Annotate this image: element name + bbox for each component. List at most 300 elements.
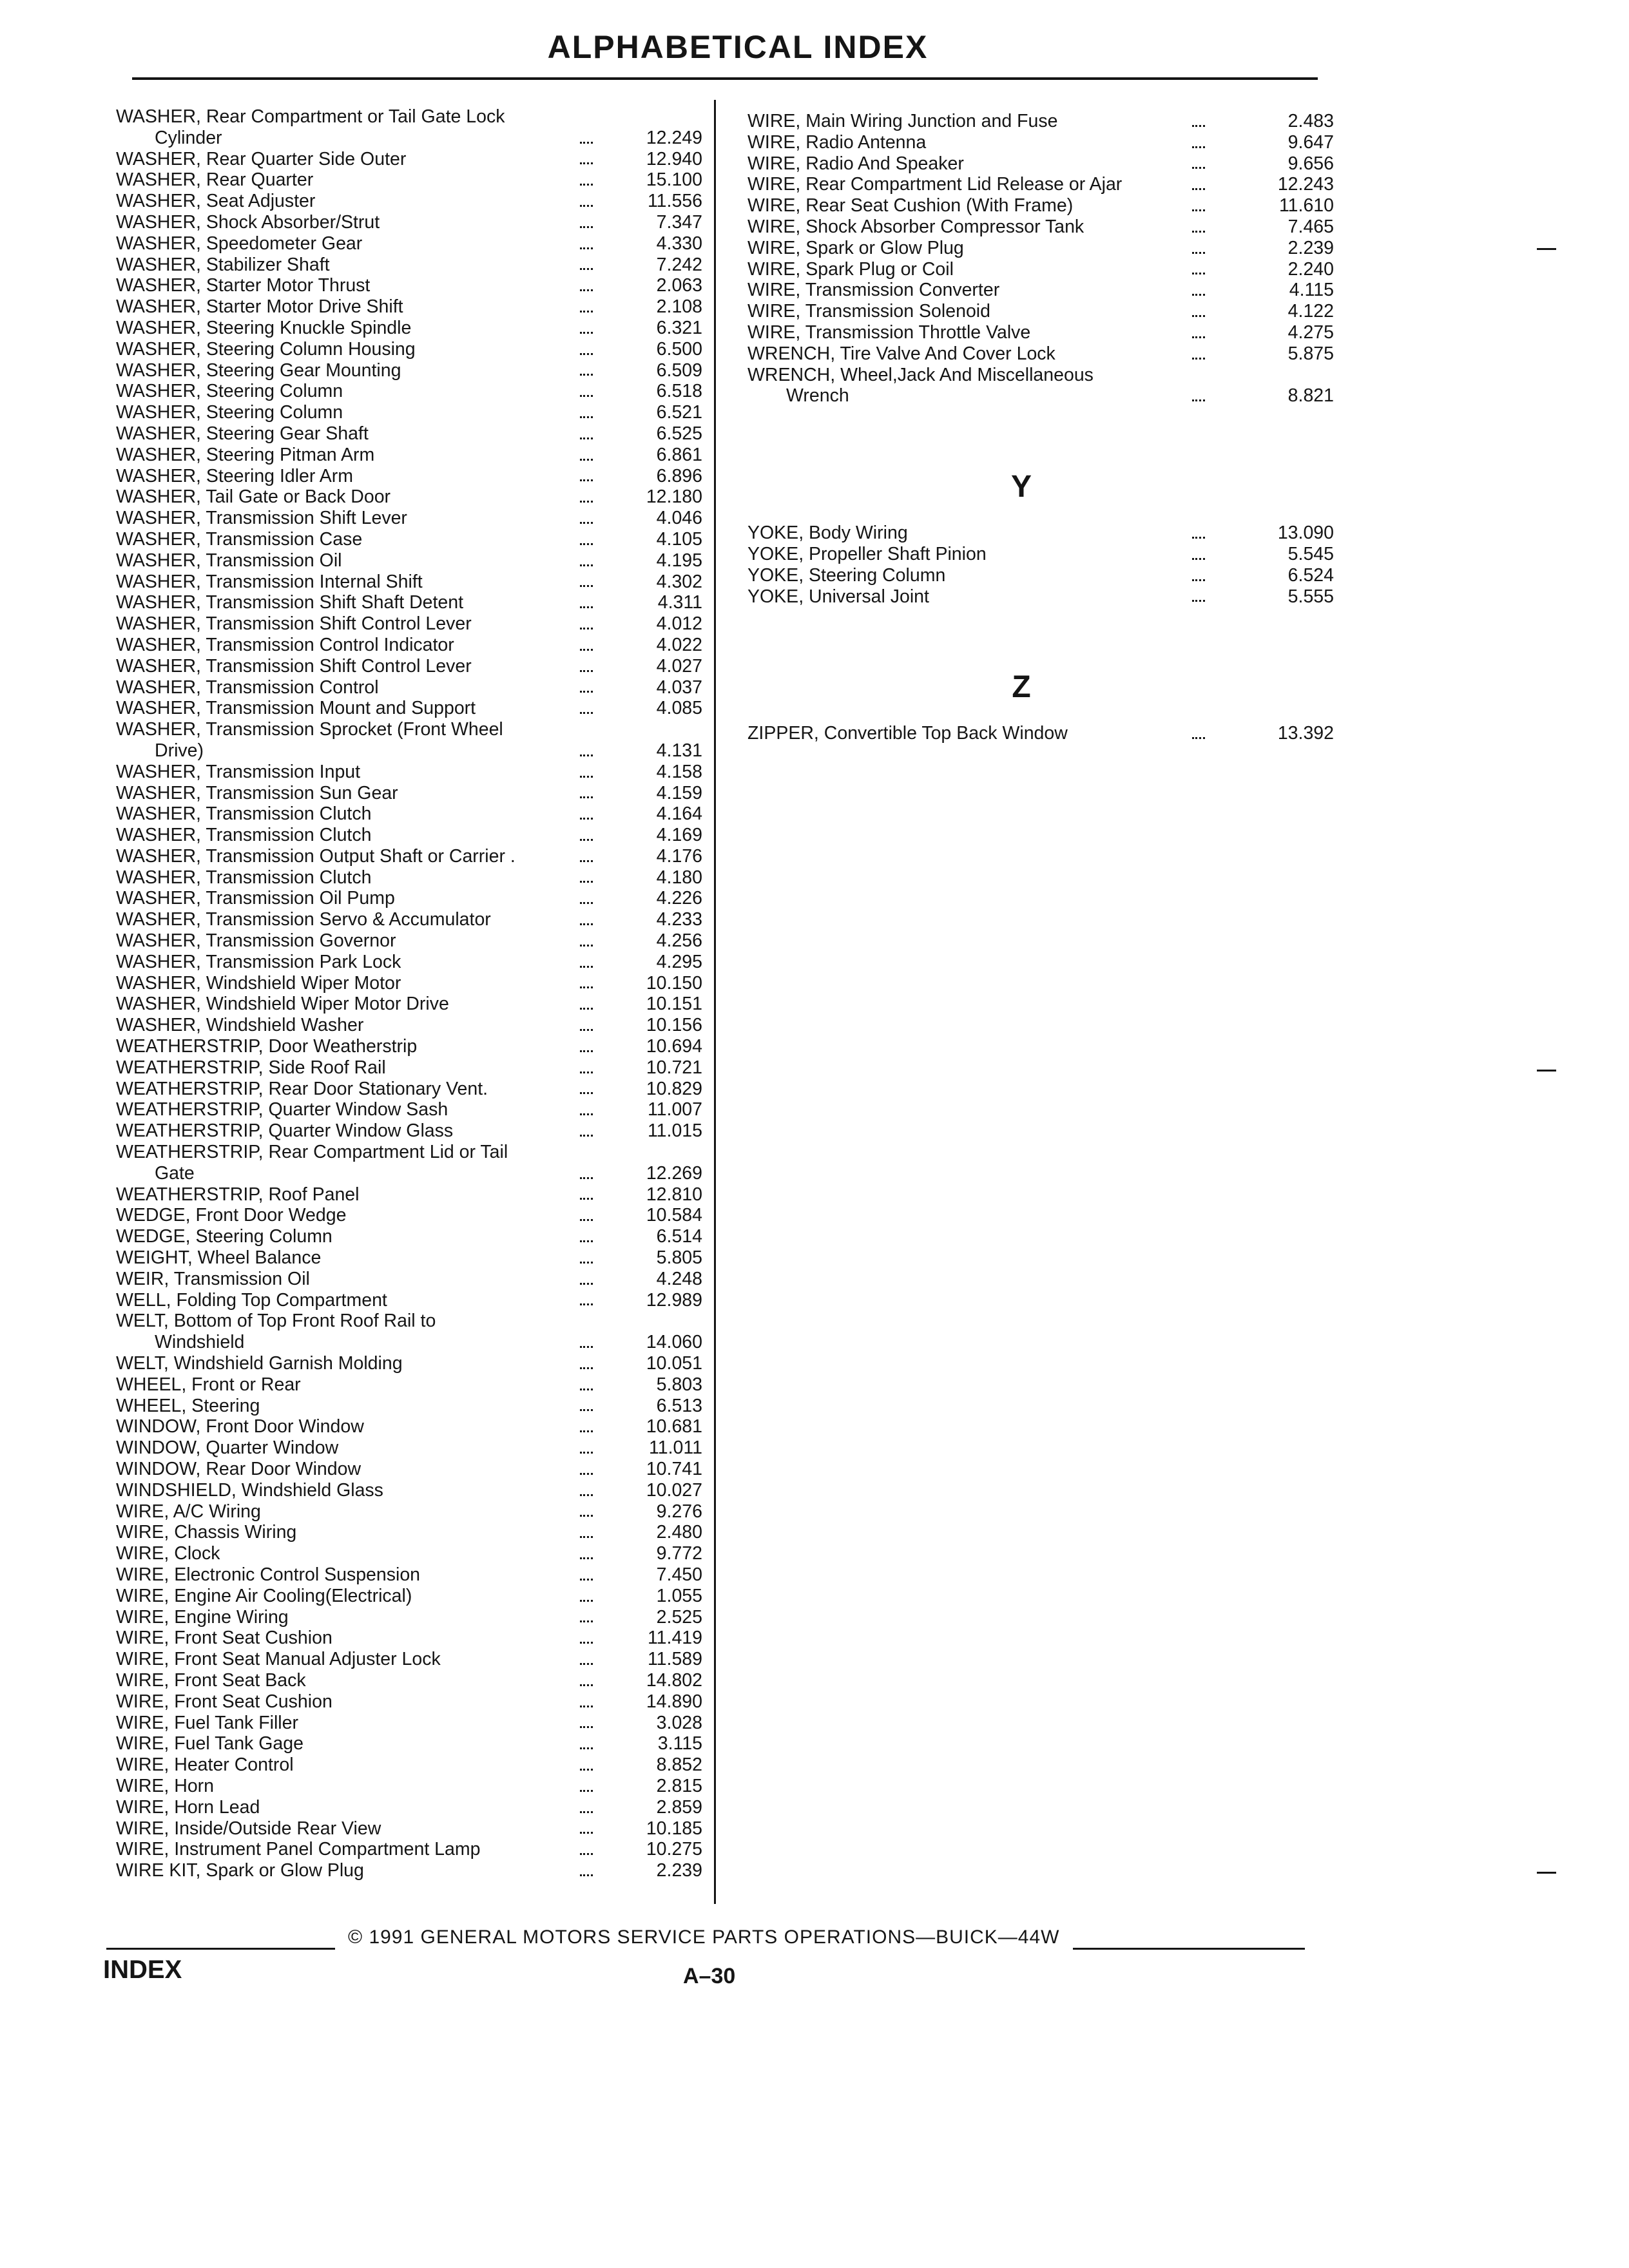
index-entry-label [116, 1776, 702, 1797]
index-entry-label [116, 1015, 702, 1036]
index-entry [116, 1501, 702, 1523]
index-entry [116, 1416, 702, 1437]
page-reference: 10.027 [646, 1479, 702, 1501]
index-entry-label [116, 1797, 702, 1818]
page-reference: 6.861 [656, 444, 702, 465]
entry-text: WASHER, Starter Motor Thrust [116, 275, 371, 296]
entry-text: WASHER, Steering Pitman Arm [116, 444, 375, 465]
dot-leader [580, 1788, 593, 1792]
index-entry-label [747, 174, 1334, 195]
entry-text: WASHER, Transmission Clutch [116, 867, 372, 888]
dot-leader [580, 436, 593, 439]
entry-text: WASHER, Windshield Wiper Motor [116, 972, 401, 994]
index-entry-label [116, 212, 702, 233]
index-entry [116, 1036, 702, 1057]
index-entry-label [116, 1142, 702, 1184]
page-reference: 2.240 [1287, 258, 1334, 280]
page-reference: 4.256 [656, 930, 702, 952]
dot-leader [580, 774, 593, 778]
entry-text: WHEEL, Front or Rear [116, 1374, 301, 1395]
dot-leader [580, 1048, 593, 1052]
page-reference: 2.483 [1287, 111, 1334, 131]
entry-text-continuation: Gate [155, 1162, 195, 1184]
index-entry-label [116, 825, 702, 846]
index-entry [116, 1311, 702, 1353]
dot-leader [580, 351, 593, 355]
entry-text: WIRE, Front Seat Back [116, 1669, 306, 1691]
page-reference: 2.239 [656, 1860, 702, 1881]
z-entries-list [747, 723, 1334, 744]
index-entry [116, 191, 702, 212]
index-entry [116, 1247, 702, 1269]
dot-leader [580, 689, 593, 693]
entry-text-continuation: Cylinder [155, 127, 222, 148]
index-entry-label [116, 994, 702, 1015]
entry-text: WIRE, Front Seat Manual Adjuster Lock [116, 1649, 441, 1670]
footer-rule-right [1073, 1948, 1305, 1950]
index-entry-label [747, 259, 1334, 280]
index-entry-label [116, 1269, 702, 1290]
index-entry-label [747, 132, 1334, 153]
index-entry-label [116, 466, 702, 487]
dot-leader [1192, 535, 1205, 539]
dot-leader [580, 753, 593, 756]
index-entry [747, 216, 1334, 238]
index-entry-label [116, 1860, 702, 1881]
index-entry-label [116, 1437, 702, 1459]
index-entry-label [116, 1607, 702, 1628]
entry-text: WASHER, Steering Gear Shaft [116, 423, 369, 444]
entry-text: WIRE, Main Wiring Junction and Fuse [747, 111, 1058, 131]
entry-text: WIRE, Radio Antenna [747, 131, 927, 153]
page-reference: 5.805 [656, 1247, 702, 1269]
entry-text: WASHER, Transmission Governor [116, 930, 396, 952]
entry-text: YOKE, Steering Column [747, 564, 946, 586]
index-entry [116, 656, 702, 677]
index-entry [747, 111, 1334, 132]
index-entry [116, 1670, 702, 1691]
letter-heading-z: Z [1012, 670, 1031, 705]
dot-leader [580, 1872, 593, 1876]
index-entry-label [747, 322, 1334, 343]
entry-text: WIRE, Transmission Solenoid [747, 301, 990, 322]
page-reference: 4.233 [656, 909, 702, 930]
index-entry [116, 1099, 702, 1120]
page-reference: 4.248 [656, 1268, 702, 1289]
margin-tick-mark [1537, 1872, 1556, 1874]
entry-text: WRENCH, Wheel,Jack And Miscellaneous [747, 364, 1094, 385]
dot-leader [580, 330, 593, 334]
entry-text: WASHER, Transmission Servo & Accumulator [116, 909, 491, 930]
index-entry-label [116, 1459, 702, 1480]
entry-text: WASHER, Transmission Oil Pump [116, 888, 395, 909]
index-entry-label [116, 445, 702, 466]
index-entry-label [116, 1522, 702, 1543]
footer-copyright: © 1991 GENERAL MOTORS SERVICE PARTS OPERATIONS—BUICK—44W [348, 1927, 1060, 1948]
entry-text: WEIR, Transmission Oil [116, 1268, 310, 1289]
index-entry [116, 149, 702, 170]
dot-leader [1192, 334, 1205, 338]
entry-text: WASHER, Transmission Shift Control Lever [116, 613, 472, 635]
index-entry-label [116, 1396, 702, 1417]
entry-text: YOKE, Universal Joint [747, 586, 929, 607]
dot-leader [580, 414, 593, 418]
dot-leader [580, 1682, 593, 1686]
entry-text: WIRE, Spark or Glow Plug [747, 237, 964, 258]
entry-text-continuation: Windshield [155, 1332, 245, 1353]
index-entry [116, 952, 702, 973]
index-entry [747, 174, 1334, 195]
index-entry [116, 888, 702, 909]
index-entry [116, 1396, 702, 1417]
index-entry [116, 1733, 702, 1754]
entry-text: WELT, Windshield Garnish Molding [116, 1353, 403, 1374]
entry-text: WEATHERSTRIP, Rear Compartment Lid or Tail [116, 1142, 508, 1163]
index-entry [116, 445, 702, 466]
index-entry [116, 1015, 702, 1036]
index-entry [747, 132, 1334, 153]
entry-text: WASHER, Transmission Output Shaft or Carrier . [116, 845, 516, 867]
page-reference: 12.810 [646, 1184, 702, 1205]
page-reference: 10.741 [646, 1459, 702, 1479]
dot-leader [1192, 229, 1205, 233]
index-entry [116, 677, 702, 698]
index-entry-label [116, 846, 702, 867]
index-entry-label [116, 529, 702, 550]
page-reference: 11.015 [647, 1120, 702, 1142]
dot-leader [1192, 186, 1205, 190]
index-entry [747, 723, 1334, 744]
entry-text: WASHER, Transmission Sprocket (Front Wheel [116, 719, 503, 740]
index-entry [116, 296, 702, 318]
entry-text: WIRE, Transmission Converter [747, 280, 1000, 301]
index-entry [747, 565, 1334, 586]
index-entry [116, 1459, 702, 1480]
entry-text: WIRE, Horn Lead [116, 1796, 260, 1818]
index-entry [116, 106, 702, 149]
index-entry [116, 423, 702, 445]
index-entry [116, 1057, 702, 1079]
page-reference: 4.131 [656, 740, 702, 761]
page-reference: 10.051 [646, 1353, 702, 1374]
page-reference: 4.022 [656, 634, 702, 655]
entry-text: WEDGE, Front Door Wedge [116, 1205, 347, 1226]
index-entry [747, 153, 1334, 175]
index-entry [116, 635, 702, 656]
dot-leader [580, 1809, 593, 1813]
entry-text: WIRE, Instrument Panel Compartment Lamp [116, 1839, 481, 1860]
page-reference: 4.176 [656, 845, 702, 867]
dot-leader [1192, 292, 1205, 296]
dot-leader [1192, 398, 1205, 401]
entry-text: WASHER, Windshield Wiper Motor Drive [116, 994, 449, 1015]
index-entry-label [116, 973, 702, 994]
entry-text: WASHER, Rear Quarter Side Outer [116, 148, 407, 169]
dot-leader [580, 1513, 593, 1517]
dot-leader [580, 1196, 593, 1200]
entry-text: WINDOW, Front Door Window [116, 1416, 364, 1437]
page-reference: 15.100 [646, 169, 702, 191]
entry-text: WIRE, Horn [116, 1775, 215, 1796]
index-entry-label [116, 402, 702, 423]
index-entry-label [116, 550, 702, 572]
entry-text: WASHER, Rear Quarter [116, 169, 314, 191]
margin-tick-mark [1537, 1070, 1556, 1072]
dot-leader [580, 1450, 593, 1454]
page-reference: 14.060 [646, 1332, 702, 1353]
index-entry-label [116, 1818, 702, 1840]
index-entry [116, 233, 702, 255]
entry-text: WIRE, Clock [116, 1543, 220, 1564]
dot-leader [580, 477, 593, 481]
index-entry [747, 586, 1334, 608]
page-reference: 4.226 [656, 888, 702, 909]
page-reference: 8.821 [1287, 385, 1334, 407]
index-entry-label [747, 153, 1334, 175]
column-divider [714, 100, 716, 1904]
index-entry-label [116, 677, 702, 698]
page-reference: 12.243 [1277, 174, 1334, 195]
index-entry-label [116, 888, 702, 909]
index-entry [116, 1607, 702, 1628]
index-entry-label [116, 360, 702, 381]
page-reference: 7.242 [656, 254, 702, 275]
index-entry-label [116, 1226, 702, 1247]
index-entry-label [116, 106, 702, 149]
entry-text: WASHER, Steering Column [116, 381, 343, 402]
dot-leader [580, 1555, 593, 1559]
page-reference: 10.584 [646, 1205, 702, 1226]
index-entry [116, 1142, 702, 1184]
entry-text: WASHER, Transmission Shift Control Lever [116, 655, 472, 677]
index-entry-label [116, 318, 702, 339]
index-entry-label [116, 1713, 702, 1734]
dot-leader [1192, 165, 1205, 169]
index-entry [116, 360, 702, 381]
index-entry [116, 592, 702, 613]
dot-leader [580, 837, 593, 841]
page-reference: 6.500 [656, 338, 702, 360]
dot-leader [580, 1133, 593, 1137]
page-reference: 6.524 [1287, 564, 1334, 586]
dot-leader [580, 1070, 593, 1073]
page-reference: 6.321 [656, 317, 702, 338]
index-entry-label [747, 723, 1334, 744]
dot-leader [580, 1661, 593, 1665]
dot-leader [580, 520, 593, 524]
index-entry-label [116, 867, 702, 889]
page-reference: 3.028 [656, 1712, 702, 1733]
dot-leader [1192, 144, 1205, 148]
entry-text: WASHER, Transmission Control [116, 677, 379, 698]
y-entries-list [747, 523, 1334, 607]
entry-text: WIRE, Inside/Outside Rear View [116, 1818, 381, 1839]
index-entry [116, 550, 702, 572]
entry-text: WASHER, Steering Column [116, 402, 343, 423]
index-entry [116, 381, 702, 402]
index-entry-label [116, 1247, 702, 1269]
page-reference: 10.185 [646, 1818, 702, 1839]
entry-text: WASHER, Transmission Sun Gear [116, 782, 398, 803]
page-reference: 10.681 [646, 1416, 702, 1437]
dot-leader [580, 1428, 593, 1432]
entry-text: WIRE KIT, Spark or Glow Plug [116, 1860, 364, 1881]
index-entry-label [116, 1480, 702, 1501]
index-entry-label [116, 1586, 702, 1607]
page-number: A–30 [683, 1964, 736, 1988]
index-entry-label [116, 1290, 702, 1311]
title-rule [132, 77, 1318, 80]
entry-text: WEATHERSTRIP, Quarter Window Glass [116, 1120, 454, 1142]
index-entry-label [116, 719, 702, 762]
dot-leader [580, 1767, 593, 1771]
w-entries-list [747, 111, 1334, 407]
page-reference: 6.509 [656, 360, 702, 381]
page-reference: 7.347 [656, 211, 702, 233]
entry-text: WASHER, Transmission Clutch [116, 803, 372, 825]
index-entry-label [116, 1120, 702, 1142]
index-entry [116, 973, 702, 994]
page-reference: 4.159 [656, 782, 702, 803]
index-entry [116, 1120, 702, 1142]
index-entry-label [116, 1184, 702, 1206]
index-entry-label [116, 191, 702, 212]
page-reference: 12.249 [646, 127, 702, 148]
page-reference: 3.115 [657, 1733, 702, 1754]
index-entry-label [116, 381, 702, 402]
entry-text: WASHER, Rear Compartment or Tail Gate Lock [116, 106, 505, 127]
page-reference: 6.518 [656, 381, 702, 402]
dot-leader [580, 266, 593, 270]
index-entry [116, 212, 702, 233]
index-entry [116, 762, 702, 783]
index-entry-label [747, 565, 1334, 586]
index-entry-label [116, 1205, 702, 1226]
index-entry [116, 1205, 702, 1226]
index-entry-label [116, 1628, 702, 1649]
dot-leader [580, 182, 593, 186]
dot-leader [1192, 598, 1205, 602]
dot-leader [1192, 250, 1205, 254]
dot-leader [580, 140, 593, 144]
index-entry [116, 846, 702, 867]
page-reference: 4.295 [656, 951, 702, 972]
entry-text: WASHER, Shock Absorber/Strut [116, 211, 380, 233]
index-entry-label [116, 1564, 702, 1586]
dot-leader [1192, 577, 1205, 581]
index-entry [116, 909, 702, 930]
index-entry-label [116, 169, 702, 191]
entry-text: WASHER, Speedometer Gear [116, 233, 363, 254]
entry-text: WASHER, Transmission Park Lock [116, 951, 401, 972]
index-entry-label [116, 149, 702, 170]
index-entry [116, 825, 702, 846]
entry-text: WRENCH, Tire Valve And Cover Lock [747, 343, 1055, 364]
index-entry [116, 1480, 702, 1501]
page-reference: 13.392 [1277, 723, 1334, 744]
index-entry [747, 343, 1334, 365]
index-entry-label [116, 803, 702, 825]
dot-leader [580, 457, 593, 461]
index-entry-label [116, 296, 702, 318]
page-reference: 9.772 [656, 1543, 702, 1564]
section-gap [747, 407, 1334, 452]
index-entry-label [747, 523, 1334, 544]
dot-leader [580, 393, 593, 397]
dot-leader [1192, 356, 1205, 360]
page-reference: 10.275 [646, 1839, 702, 1860]
page-reference: 5.875 [1287, 343, 1334, 364]
page-reference: 8.852 [656, 1754, 702, 1776]
page-reference: 11.419 [647, 1628, 702, 1649]
left-index-column [116, 106, 702, 1881]
entry-text: WIRE, A/C Wiring [116, 1501, 261, 1522]
dot-leader [580, 879, 593, 883]
dot-leader [580, 1598, 593, 1602]
dot-leader [580, 921, 593, 925]
dot-leader [1192, 313, 1205, 317]
entry-text: WEIGHT, Wheel Balance [116, 1247, 322, 1269]
index-entry-label [116, 486, 702, 508]
page-reference: 9.276 [656, 1501, 702, 1522]
entry-text: WASHER, Transmission Case [116, 528, 363, 550]
entry-text: WASHER, Transmission Input [116, 761, 361, 782]
page-reference: 2.239 [1287, 237, 1334, 258]
index-entry-label [116, 233, 702, 255]
index-entry [116, 1522, 702, 1543]
entry-text-continuation: Drive) [155, 740, 204, 761]
entry-text: YOKE, Body Wiring [747, 523, 908, 544]
index-entry-label [116, 1416, 702, 1437]
index-entry [116, 275, 702, 296]
index-entry-label [116, 1374, 702, 1396]
entry-text: WASHER, Stabilizer Shaft [116, 254, 330, 275]
entry-text: WEATHERSTRIP, Door Weatherstrip [116, 1036, 418, 1057]
entry-text: WIRE, Front Seat Cushion [116, 1691, 333, 1712]
entry-text: WIRE, Chassis Wiring [116, 1522, 297, 1543]
dot-leader [580, 1090, 593, 1094]
page-reference: 4.180 [656, 867, 702, 888]
index-entry [116, 1543, 702, 1564]
dot-leader [580, 245, 593, 249]
index-entry-label [116, 1691, 702, 1713]
page-reference: 5.803 [656, 1374, 702, 1395]
page-reference: 14.890 [646, 1691, 702, 1712]
entry-text: WIRE, Transmission Throttle Valve [747, 322, 1031, 343]
index-entry [747, 301, 1334, 322]
entry-text: WINDSHIELD, Windshield Glass [116, 1479, 383, 1501]
dot-leader [580, 1027, 593, 1031]
entry-text: WIRE, Engine Wiring [116, 1606, 289, 1628]
index-entry [116, 1564, 702, 1586]
page-reference: 4.012 [656, 613, 702, 635]
entry-text-continuation: Wrench [786, 385, 849, 407]
dot-leader [580, 309, 593, 312]
dot-leader [580, 1640, 593, 1644]
index-entry-label [747, 195, 1334, 216]
dot-leader [580, 794, 593, 798]
index-entry-label [116, 592, 702, 613]
index-entry-label [116, 656, 702, 677]
index-entry [116, 994, 702, 1015]
entry-text: ZIPPER, Convertible Top Back Window [747, 723, 1068, 744]
entry-text: WASHER, Transmission Mount and Support [116, 698, 476, 719]
dot-leader [580, 647, 593, 651]
entry-text: WINDOW, Quarter Window [116, 1437, 339, 1459]
page-reference: 9.656 [1287, 153, 1334, 174]
index-entry-label [116, 783, 702, 804]
index-entry-label [116, 339, 702, 360]
